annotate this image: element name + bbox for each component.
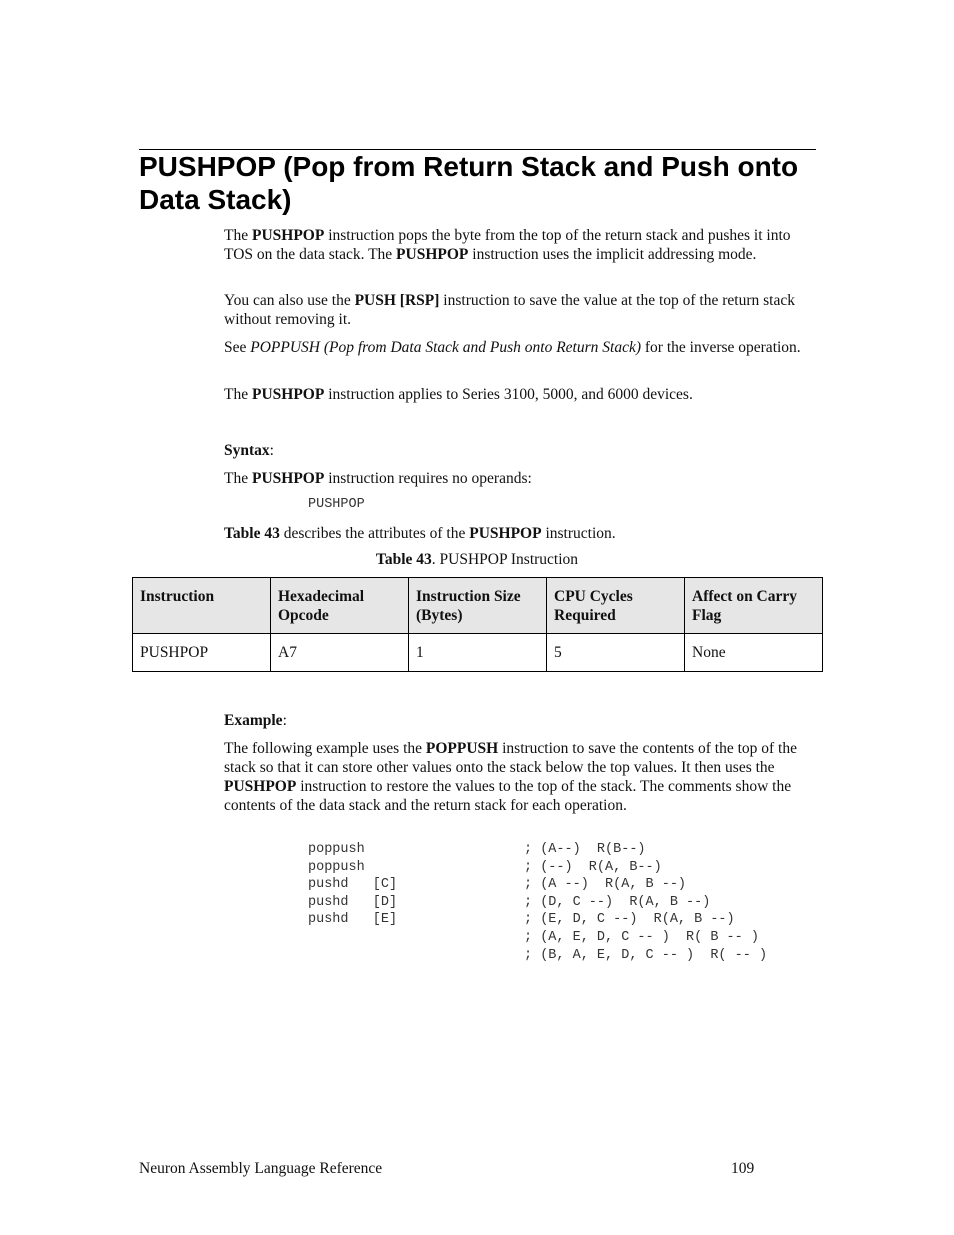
keyword: PUSHPOP: [224, 778, 297, 795]
subheading: Syntax: [224, 442, 270, 459]
code-instruction: pushd [E]: [308, 912, 398, 928]
example-heading: [224, 711, 814, 730]
table-reference-paragraph: [224, 524, 814, 543]
text-run: :: [282, 712, 287, 729]
text-run: The: [224, 386, 252, 403]
table-cell: 1: [409, 634, 547, 672]
keyword: PUSHPOP: [469, 525, 542, 542]
instruction-attributes-table: [132, 577, 823, 672]
text-run: instruction to restore the values to the top of the stack. The comments show the contents of the data stack and the return stack for each operation.: [224, 778, 792, 814]
code-instruction: poppush: [308, 859, 365, 875]
code-comment: ; (A--) R(B--): [524, 842, 646, 857]
header-cell: Affect on Carry Flag: [685, 578, 823, 634]
keyword: PUSHPOP: [396, 246, 469, 263]
keyword: Table 43: [224, 525, 280, 542]
page-number: 109: [731, 1160, 755, 1177]
syntax-code: PUSHPOP: [308, 497, 365, 512]
example-paragraph: [224, 739, 809, 815]
table-cell: 5: [547, 634, 685, 672]
keyword: PUSH [RSP]: [354, 292, 440, 309]
syntax-paragraph: [224, 469, 814, 488]
text-run: instruction applies to Series 3100, 5000, and 6000 devices.: [324, 386, 693, 403]
code-comment: ; (E, D, C --) R(A, B --): [524, 912, 735, 928]
table-cell: A7: [271, 634, 409, 672]
text-run: The following example uses the: [224, 740, 426, 757]
header-cell: Hexadecimal Opcode: [271, 578, 409, 634]
text-run: instruction to save the value at the top of the return stack without removing it.: [224, 292, 795, 328]
table-cell: PUSHPOP: [133, 634, 271, 672]
caption-text: . PUSHPOP Instruction: [431, 551, 579, 568]
header-cell: Instruction: [133, 578, 271, 634]
text-run: You can also use the: [224, 292, 355, 309]
section-title: PUSHPOP (Pop from Return Stack and Push onto Data Stack): [139, 151, 799, 215]
text-run: The: [224, 470, 252, 487]
caption-label: Table 43: [375, 551, 432, 568]
code-instruction: pushd [D]: [308, 894, 398, 910]
code-comment: ; (A --) R(A, B --): [524, 877, 687, 893]
subheading: Example: [224, 712, 283, 729]
text-run: describes the attributes of the: [279, 525, 470, 542]
keyword: PUSHPOP: [251, 227, 325, 244]
text-run: The: [224, 227, 252, 244]
intro-paragraph-1: [224, 226, 814, 264]
code-comment: ; (B, A, E, D, C -- ) R( -- ): [524, 947, 768, 963]
header-cell: CPU Cycles Required: [547, 578, 685, 634]
code-instruction: poppush: [308, 842, 365, 857]
intro-paragraph-3: [224, 338, 814, 357]
code-comment: ; (D, C --) R(A, B --): [524, 894, 711, 910]
code-comment: ; (--) R(A, B--): [524, 859, 662, 875]
text-run: instruction pops the byte from the top of the return stack and pushes it into TOS on the data stack. The: [224, 227, 791, 263]
table-row: [133, 634, 823, 672]
table-header-row: [133, 578, 823, 634]
table-cell: None: [685, 634, 823, 672]
text-run: instruction uses the implicit addressing mode.: [468, 246, 757, 263]
keyword: PUSHPOP: [251, 386, 325, 403]
intro-paragraph-4: [224, 385, 814, 404]
cross-reference: POPPUSH (Pop from Data Stack and Push onto Return Stack): [250, 339, 641, 356]
text-run: instruction to save the contents of the top of the stack so that it can store other values onto the stack below the top values. It then uses the: [224, 740, 797, 776]
keyword: POPPUSH: [425, 740, 499, 757]
code-comment: ; (A, E, D, C -- ) R( B -- ): [524, 930, 759, 945]
text-run: for the inverse operation.: [641, 339, 801, 356]
text-run: :: [269, 442, 274, 459]
text-run: instruction requires no operands:: [324, 470, 532, 487]
intro-paragraph-2: [224, 291, 814, 329]
footer-title: Neuron Assembly Language Reference: [139, 1160, 383, 1177]
syntax-heading: [224, 441, 814, 460]
header-cell: Instruction Size (Bytes): [409, 578, 547, 634]
code-instruction: pushd [C]: [308, 877, 398, 893]
text-run: instruction.: [541, 525, 616, 542]
text-run: See: [224, 339, 251, 356]
keyword: PUSHPOP: [251, 470, 325, 487]
table-caption: [0, 551, 954, 569]
